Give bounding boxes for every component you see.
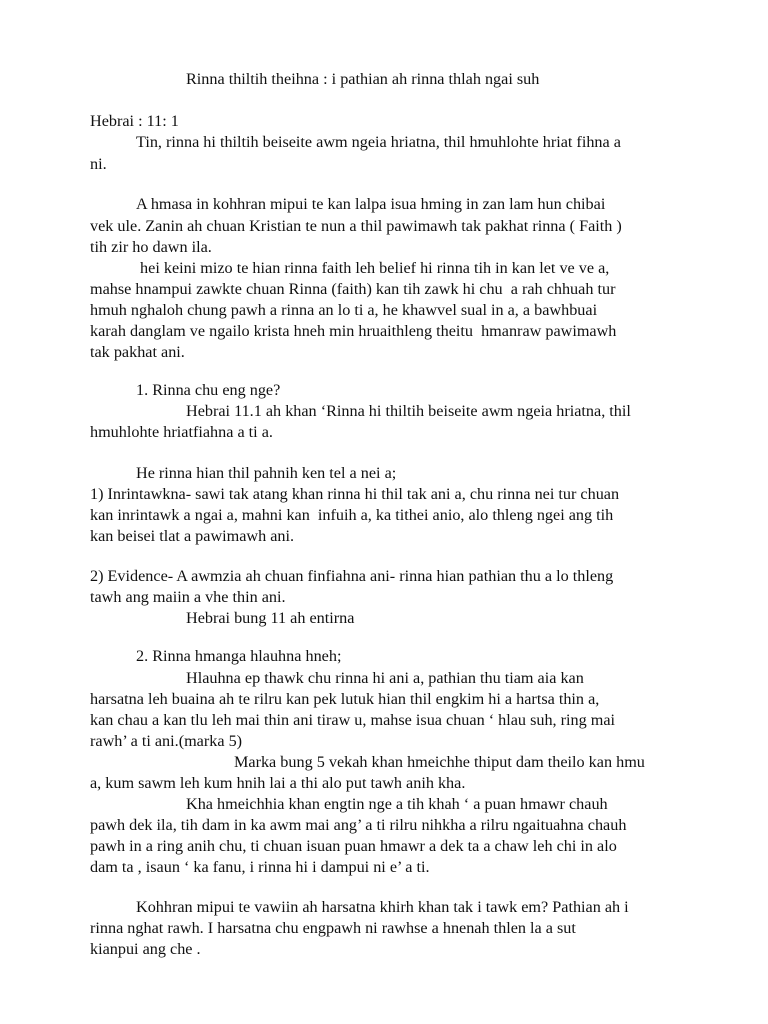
paragraph-line: Hebrai 11.1 ah khan ‘Rinna hi thiltih beiseite awm ngeia hriatna, thil <box>186 402 631 420</box>
paragraph-line: vek ule. Zanin ah chuan Kristian te nun a thil pawimawh tak pakhat rinna ( Faith ) <box>90 217 622 235</box>
paragraph-line: Hlauhna ep thawk chu rinna hi ani a, pathian thu tiam aia kan <box>186 669 584 687</box>
paragraph-line: Kha hmeichhia khan engtin nge a tih khah ‘ a puan hmawr chauh <box>186 795 608 813</box>
paragraph-line: Marka bung 5 vekah khan hmeichhe thiput dam theilo kan hmu <box>234 753 645 771</box>
list-item-line: tawh ang maiin a vhe thin ani. <box>90 588 286 606</box>
paragraph-line: mahse hnampui zawkte chuan Rinna (faith) kan tih zawk hi chu a rah chhuah tur <box>90 280 616 298</box>
paragraph-line: dam ta , isaun ‘ ka fanu, i rinna hi i dampui ni e’ a ti. <box>90 858 430 876</box>
paragraph-line: kianpui ang che . <box>90 940 201 958</box>
paragraph-line: kan chau a kan tlu leh mai thin ani tiraw u, mahse isua chuan ‘ hlau suh, ring mai <box>90 711 616 729</box>
paragraph-line: a, kum sawm leh kum hnih lai a thi alo put tawh anih kha. <box>90 774 466 792</box>
paragraph-line: Kohhran mipui te vawiin ah harsatna khirh khan tak i tawk em? Pathian ah i <box>136 898 629 916</box>
paragraph-line: rawh’ a ti ani.(marka 5) <box>90 732 243 750</box>
section-heading: 2. Rinna hmanga hlauhna hneh; <box>136 647 342 665</box>
paragraph-line: rinna nghat rawh. I harsatna chu engpawh ni rawhse a hnenah thlen la a sut <box>90 919 576 937</box>
paragraph-line: hei keini mizo te hian rinna faith leh belief hi rinna tih in kan let ve ve a, <box>136 259 610 277</box>
scripture-reference: Hebrai : 11: 1 <box>90 112 179 130</box>
paragraph-line: He rinna hian thil pahnih ken tel a nei a; <box>136 464 397 482</box>
list-item-line: kan beisei tlat a pawimawh ani. <box>90 527 295 545</box>
list-item-line: 1) Inrintawkna- sawi tak atang khan rinna hi thil tak ani a, chu rinna nei tur chuan <box>90 485 620 503</box>
paragraph-line: karah danglam ve ngailo krista hneh min hruaithleng theitu hmanraw pawimawh <box>90 322 617 340</box>
paragraph-line: hmuhlohte hriatfiahna a ti a. <box>90 423 273 441</box>
verse-line: Tin, rinna hi thiltih beiseite awm ngeia hriatna, thil hmuhlohte hriat fihna a <box>136 133 621 151</box>
list-item-line: kan inrintawk a ngai a, mahni kan infuih a, ka tithei anio, alo thleng ngei ang tih <box>90 506 614 524</box>
document-title: Rinna thiltih theihna : i pathian ah rinna thlah ngai suh <box>186 70 540 88</box>
paragraph-line: pawh in a ring anih chu, ti chuan isuan puan hmawr a dek ta a chaw leh chi in alo <box>90 837 617 855</box>
paragraph-line: hmuh nghaloh chung pawh a rinna an lo ti a, he khawvel sual in a, a bawhbuai <box>90 301 598 319</box>
list-item-line: 2) Evidence- A awmzia ah chuan finfiahna ani- rinna hian pathian thu a lo thleng <box>90 567 614 585</box>
list-item-line: Hebrai bung 11 ah entirna <box>186 609 355 627</box>
paragraph-line: pawh dek ila, tih dam in ka awm mai ang’ a ti rilru nihkha a rilru ngaituahna chauh <box>90 816 627 834</box>
paragraph-line: tak pakhat ani. <box>90 343 185 361</box>
paragraph-line: tih zir ho dawn ila. <box>90 238 212 256</box>
verse-line: ni. <box>90 155 107 173</box>
paragraph-line: harsatna leh buaina ah te rilru kan pek lutuk hian thil engkim hi a hartsa thin a, <box>90 690 600 708</box>
section-heading: 1. Rinna chu eng nge? <box>136 381 281 399</box>
paragraph-line: A hmasa in kohhran mipui te kan lalpa isua hming in zan lam hun chibai <box>136 195 606 213</box>
